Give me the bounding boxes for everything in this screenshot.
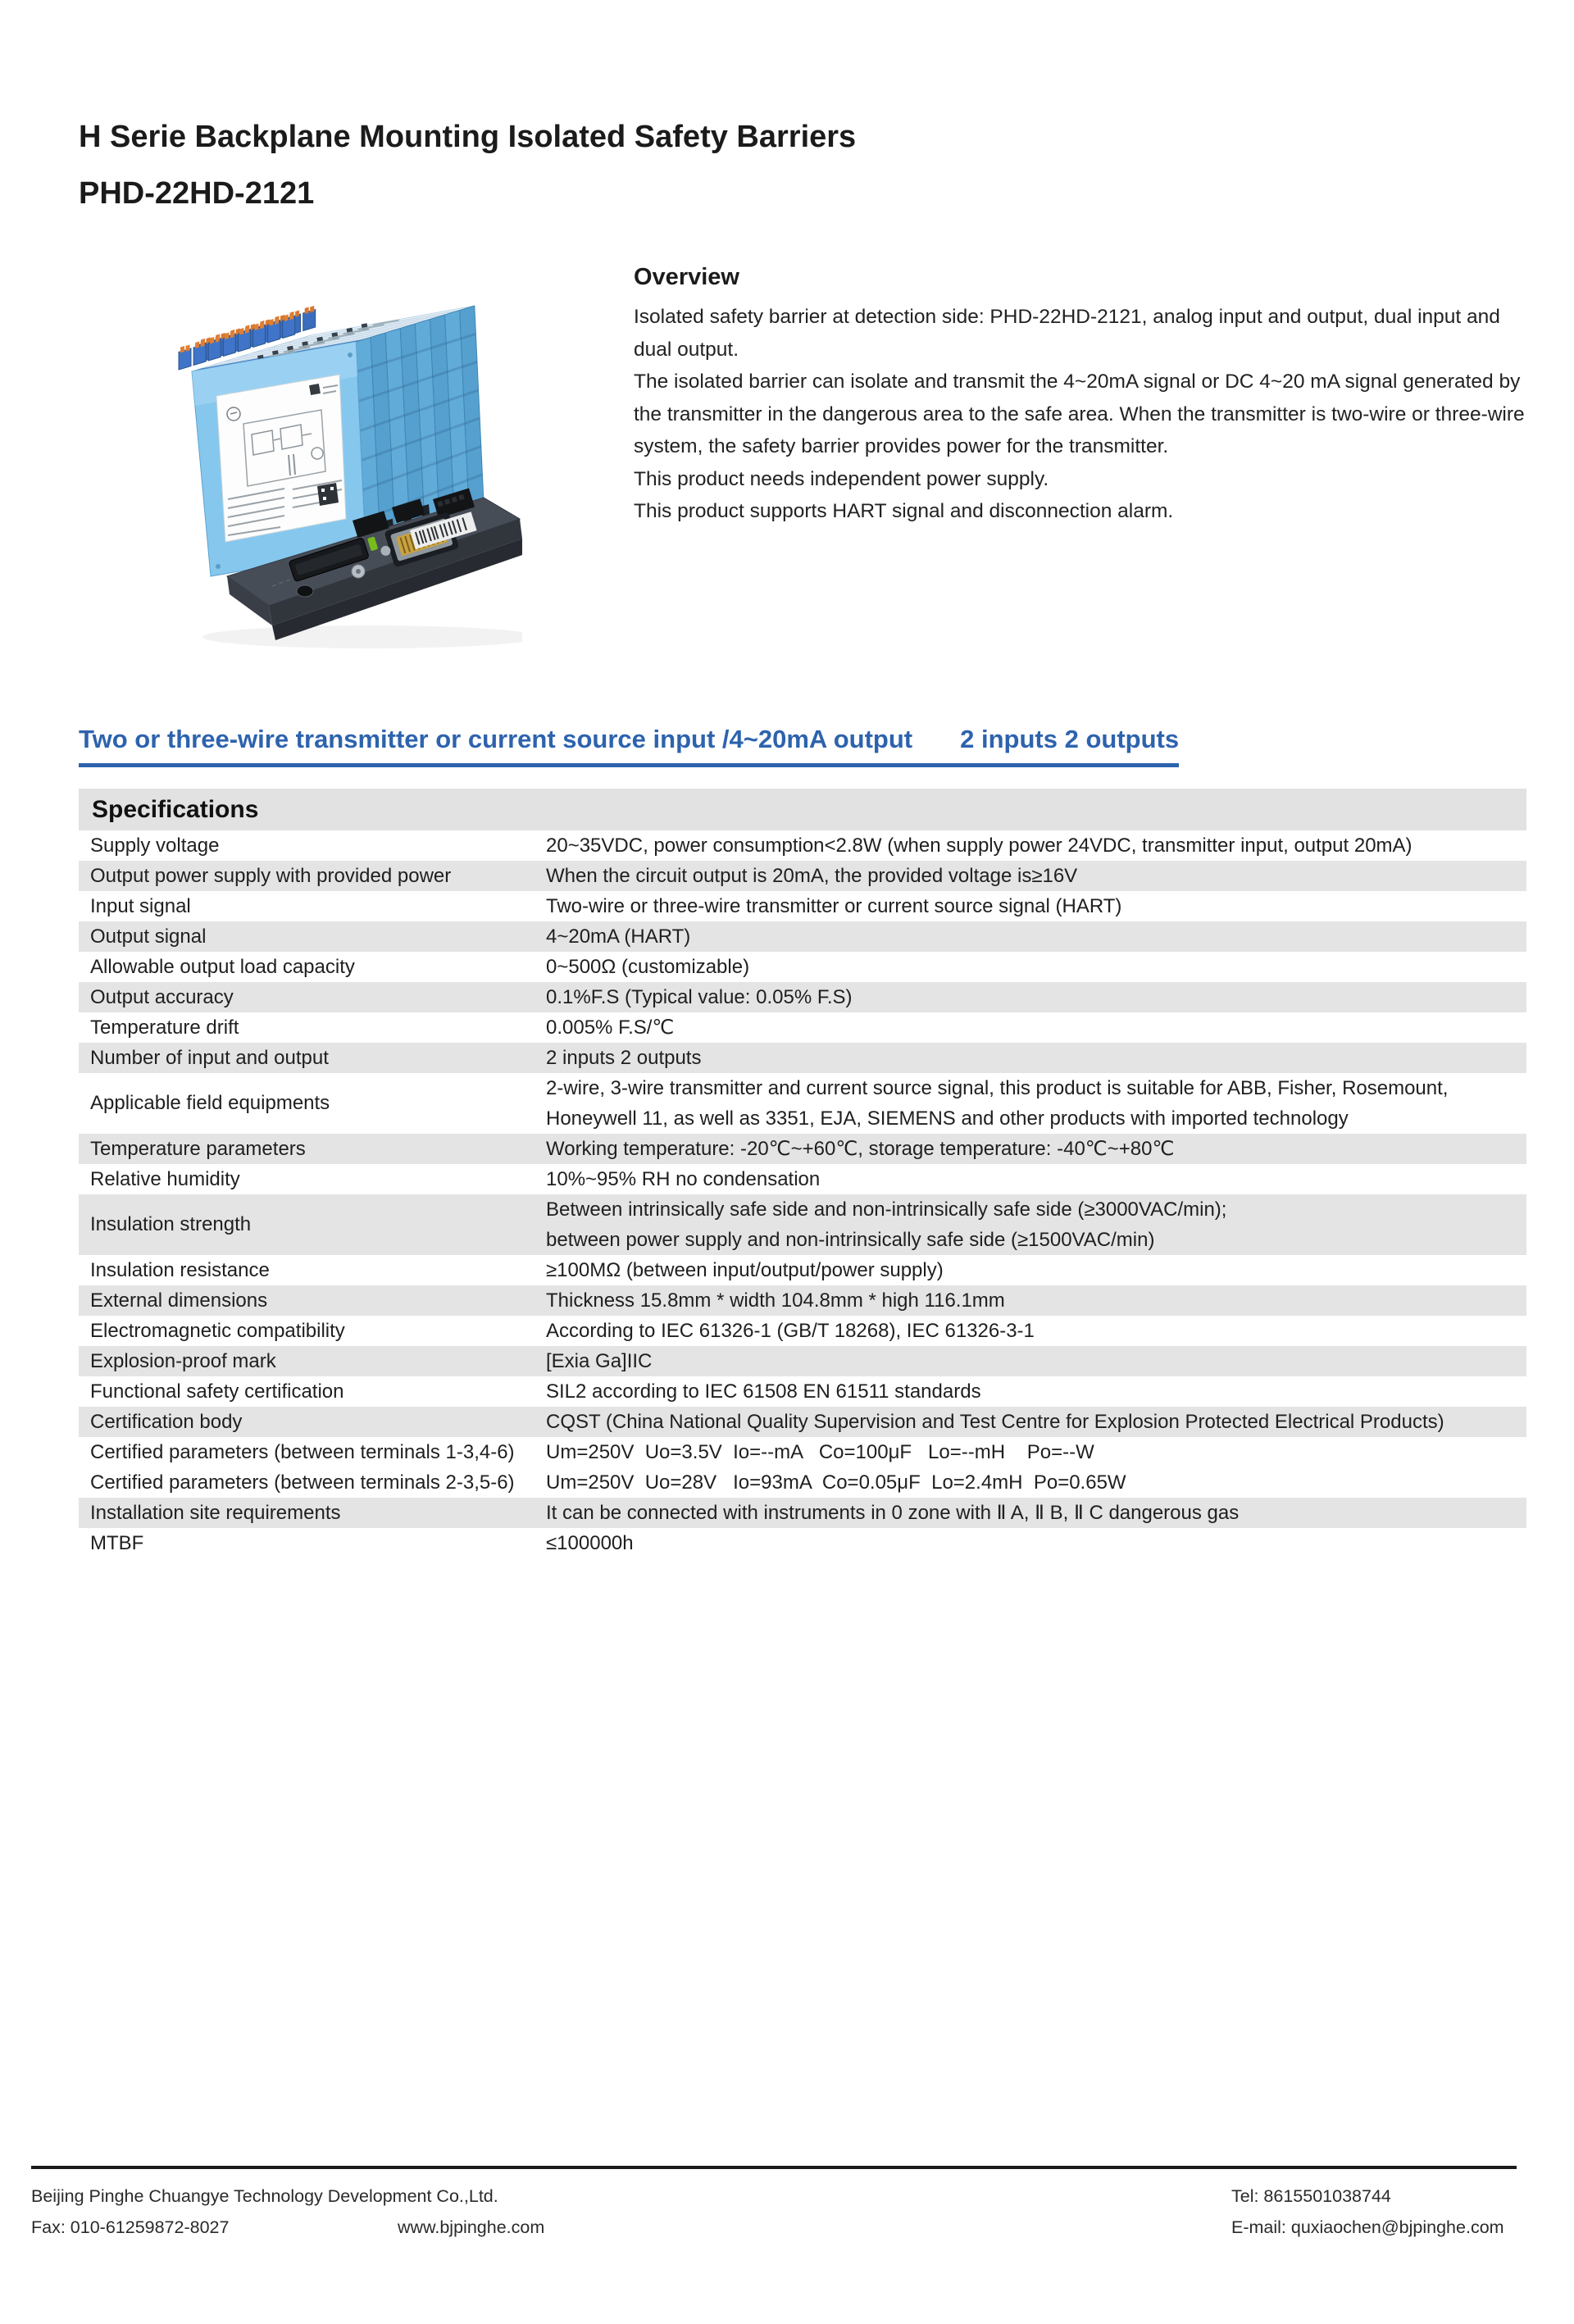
overview-paragraph: This product supports HART signal and disconnection alarm.: [634, 500, 1174, 522]
company-name: Beijing Pinghe Chuangye Technology Development Co.,Ltd.: [31, 2186, 498, 2206]
spec-label: Functional safety certification: [90, 1380, 344, 1403]
spec-value: When the circuit output is 20mA, the provided voltage is≥16V: [546, 865, 1078, 887]
spec-row: [79, 1043, 1526, 1073]
spec-value: 2-wire, 3-wire transmitter and current source signal, this product is suitable for ABB, Fisher, Rosemount, Honeywell 11, as well as 3351, EJA, SIEMENS and other products with imported technology: [546, 1077, 1449, 1130]
spec-row: [79, 1012, 1526, 1043]
spec-label: Applicable field equipments: [90, 1092, 330, 1114]
spec-row: [79, 1528, 1526, 1558]
spec-label: Insulation resistance: [90, 1258, 270, 1281]
spec-value: [Exia Ga]IIC: [546, 1350, 653, 1372]
section-heading-left: Two or three-wire transmitter or current source input /4~20mA output: [79, 725, 913, 753]
spec-row: [79, 1437, 1526, 1467]
spec-row: [79, 1164, 1526, 1194]
spec-label: Allowable output load capacity: [90, 955, 355, 978]
email-address: E-mail: quxiaochen@bjpinghe.com: [1231, 2217, 1504, 2237]
spec-value: 4~20mA (HART): [546, 926, 691, 948]
spec-row: [79, 982, 1526, 1012]
spec-label: Output power supply with provided power: [90, 864, 452, 887]
spec-value: ≤100000h: [546, 1532, 634, 1554]
spec-value: 20~35VDC, power consumption<2.8W (when supply power 24VDC, transmitter input, output 20mA): [546, 835, 1413, 857]
spec-label: Input signal: [90, 894, 191, 917]
spec-row: [79, 1194, 1526, 1255]
front-label: [216, 375, 346, 542]
fax-number: Fax: 010-61259872-8027: [31, 2217, 230, 2237]
website-link: www.bjpinghe.com: [397, 2217, 545, 2237]
overview-paragraph: Isolated safety barrier at detection side: PHD-22HD-2121, analog input and output, dual input and dual output.: [634, 306, 1500, 361]
product-photo: [149, 266, 522, 652]
specifications-table: [79, 830, 1526, 1558]
spec-label: Explosion-proof mark: [90, 1349, 276, 1372]
spec-row: [79, 861, 1526, 891]
product-model: PHD-22HD-2121: [79, 176, 315, 211]
spec-row: [79, 952, 1526, 982]
spec-row: [79, 1407, 1526, 1437]
page-title: H Serie Backplane Mounting Isolated Safety Barriers: [79, 120, 857, 154]
spec-value: 0~500Ω (customizable): [546, 956, 750, 978]
title-block: [79, 120, 856, 211]
spec-label: Certified parameters (between terminals 2-3,5-6): [90, 1471, 515, 1494]
spec-row: [79, 891, 1526, 921]
spec-label: Certified parameters (between terminals 1-3,4-6): [90, 1440, 515, 1463]
mounting-hole: [297, 585, 313, 597]
spec-label: Supply voltage: [90, 834, 220, 857]
spec-label: Temperature parameters: [90, 1137, 306, 1160]
spec-value: Um=250V Uo=28V Io=93mA Co=0.05μF Lo=2.4mH Po=0.65W: [546, 1471, 1126, 1494]
spec-label: Installation site requirements: [90, 1501, 341, 1524]
spec-value: It can be connected with instruments in 0 zone with Ⅱ A, Ⅱ B, Ⅱ C dangerous gas: [546, 1502, 1240, 1524]
overview-paragraph: The isolated barrier can isolate and transmit the 4~20mA signal or DC 4~20 mA signal generated by the transmitter in the dangerous area to the safe area. When the transmitter is two-wire or three-wire system, the safety barrier provides power for the transmitter.: [634, 371, 1525, 457]
spec-label: Output signal: [90, 925, 207, 948]
spec-label: Electromagnetic compatibility: [90, 1319, 345, 1342]
tel-number: Tel: 8615501038744: [1231, 2186, 1391, 2206]
spec-row: [79, 830, 1526, 861]
spec-value: ≥100MΩ (between input/output/power supply): [546, 1259, 944, 1281]
spec-label: Temperature drift: [90, 1016, 239, 1039]
specifications-heading: Specifications: [79, 789, 1526, 830]
spec-value: According to IEC 61326-1 (GB/T 18268), IEC 61326-3-1: [546, 1320, 1035, 1342]
spec-value: Thickness 15.8mm * width 104.8mm * high 116.1mm: [546, 1289, 1005, 1312]
spec-row: [79, 1134, 1526, 1164]
spec-value: Um=250V Uo=3.5V Io=--mA Co=100μF Lo=--mH Po=--W: [546, 1441, 1094, 1463]
spec-row: [79, 921, 1526, 952]
spec-label: Number of input and output: [90, 1046, 329, 1069]
spec-value: 10%~95% RH no condensation: [546, 1168, 821, 1190]
spec-label: Output accuracy: [90, 985, 234, 1008]
spec-label: Insulation strength: [90, 1213, 252, 1235]
mounting-screw: [352, 565, 365, 578]
spec-row: [79, 1498, 1526, 1528]
spec-row: [79, 1255, 1526, 1285]
product-photo-illustration: [149, 266, 522, 652]
page-footer: [31, 2166, 1517, 2243]
section-heading: [79, 725, 1179, 767]
section-heading-right: 2 inputs 2 outputs: [960, 725, 1180, 753]
overview-heading: Overview: [634, 264, 739, 290]
spec-value: Between intrinsically safe side and non-intrinsically safe side (≥3000VAC/min); between power supply and non-intrinsically safe side (≥1500VAC/min): [546, 1198, 1227, 1251]
spec-value: 0.1%F.S (Typical value: 0.05% F.S): [546, 986, 853, 1008]
spec-row: [79, 1285, 1526, 1316]
spec-row: [79, 1073, 1526, 1134]
spec-row: [79, 1346, 1526, 1376]
spec-row: [79, 1376, 1526, 1407]
specifications-section: [79, 789, 1526, 1558]
footer-right: [1231, 2181, 1504, 2243]
spec-label: Certification body: [90, 1410, 243, 1433]
spec-value: SIL2 according to IEC 61508 EN 61511 standards: [546, 1380, 981, 1403]
spec-row: [79, 1316, 1526, 1346]
spec-value: CQST (China National Quality Supervision and Test Centre for Explosion Protected Electrical Products): [546, 1411, 1444, 1433]
module-front-face: [192, 342, 366, 576]
spec-value: Working temperature: -20℃~+60℃, storage temperature: -40℃~+80℃: [546, 1138, 1175, 1160]
spec-label: MTBF: [90, 1531, 144, 1554]
spec-row: [79, 1467, 1526, 1498]
spec-label: Relative humidity: [90, 1167, 240, 1190]
spec-label: External dimensions: [90, 1289, 268, 1312]
spec-value: 0.005% F.S/℃: [546, 1016, 675, 1039]
spec-value: 2 inputs 2 outputs: [546, 1047, 702, 1069]
overview-section: [634, 264, 1529, 528]
spec-value: Two-wire or three-wire transmitter or current source signal (HART): [546, 895, 1122, 917]
overview-paragraph: This product needs independent power supply.: [634, 467, 1049, 490]
